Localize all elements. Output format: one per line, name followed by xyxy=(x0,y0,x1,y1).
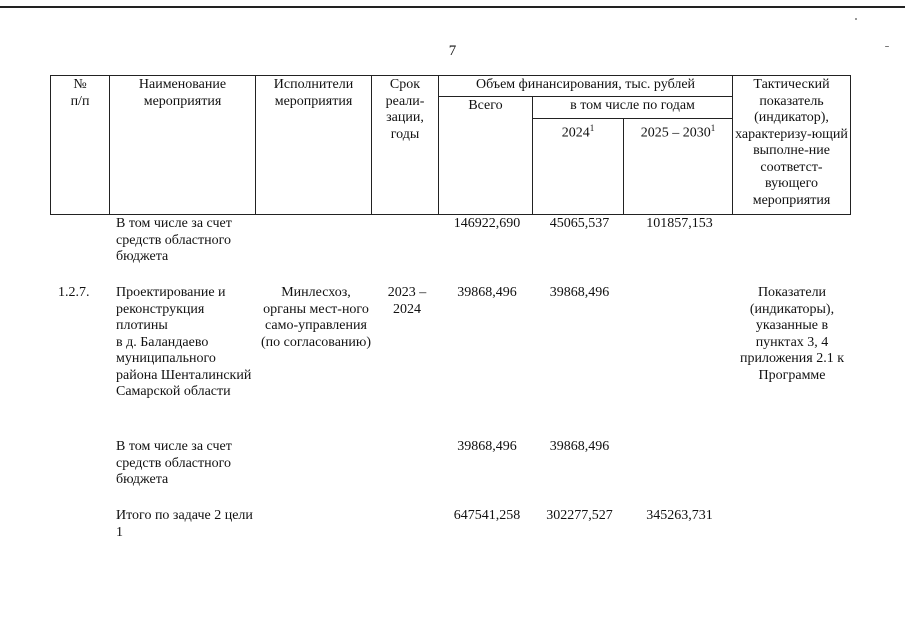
row-2-indicator: Показатели (индикаторы), указанные в пунктах 3, 4 приложения 2.1 к Программе xyxy=(739,285,845,383)
header-year-2024: 2024$^1$ xyxy=(533,119,624,215)
header-total: Всего xyxy=(439,97,533,215)
row-2-executors: Минлесхоз, органы мест-ного само-управления (по согласованию) xyxy=(260,285,372,350)
scan-speck xyxy=(855,18,857,20)
row-2-2024: 39868,496 xyxy=(549,285,610,300)
row-4-2024: 302277,527 xyxy=(546,508,613,523)
row-1-2025-2030: 101857,153 xyxy=(646,216,713,231)
row-2-name: Проектирование и реконструкция плотины в д. Баландаево муниципального района Шенталинский Самарской области xyxy=(116,285,252,399)
row-1-name: В том числе за счет средств областного бюджета xyxy=(116,216,232,264)
row-2-total: 39868,496 xyxy=(457,285,517,300)
top-border-line xyxy=(0,6,905,8)
row-2-term: 2023 – 2024 xyxy=(387,285,427,317)
row-4-name: Итого по задаче 2 цели 1 xyxy=(116,508,253,540)
table-header xyxy=(50,75,851,215)
row-3-total: 39868,496 xyxy=(457,439,517,454)
row-1-2024: 45065,537 xyxy=(549,216,610,231)
header-num: № п/п xyxy=(51,76,110,215)
header-executors: Исполнители мероприятия xyxy=(256,76,372,215)
header-by-years: в том числе по годам xyxy=(533,97,733,119)
header-year-2025-2030: 2025 – 2030$^1$ xyxy=(624,119,733,215)
page-number: 7 xyxy=(448,43,457,59)
header-indicator: Тактический показатель (индикатор), характеризу-ющий выполне-ние соответст-вующего мероприятия xyxy=(733,76,851,215)
row-3-name: В том числе за счет средств областного бюджета xyxy=(116,439,232,487)
row-4-2025-2030: 345263,731 xyxy=(646,508,713,523)
row-1-total: 146922,690 xyxy=(453,216,521,231)
header-term: Срок реали-зации, годы xyxy=(372,76,439,215)
row-4-total: 647541,258 xyxy=(453,508,521,523)
row-3-2024: 39868,496 xyxy=(549,439,610,454)
header-financing: Объем финансирования, тыс. рублей xyxy=(439,76,733,97)
row-2-num: 1.2.7. xyxy=(58,285,90,300)
header-name: Наименование мероприятия xyxy=(110,76,256,215)
